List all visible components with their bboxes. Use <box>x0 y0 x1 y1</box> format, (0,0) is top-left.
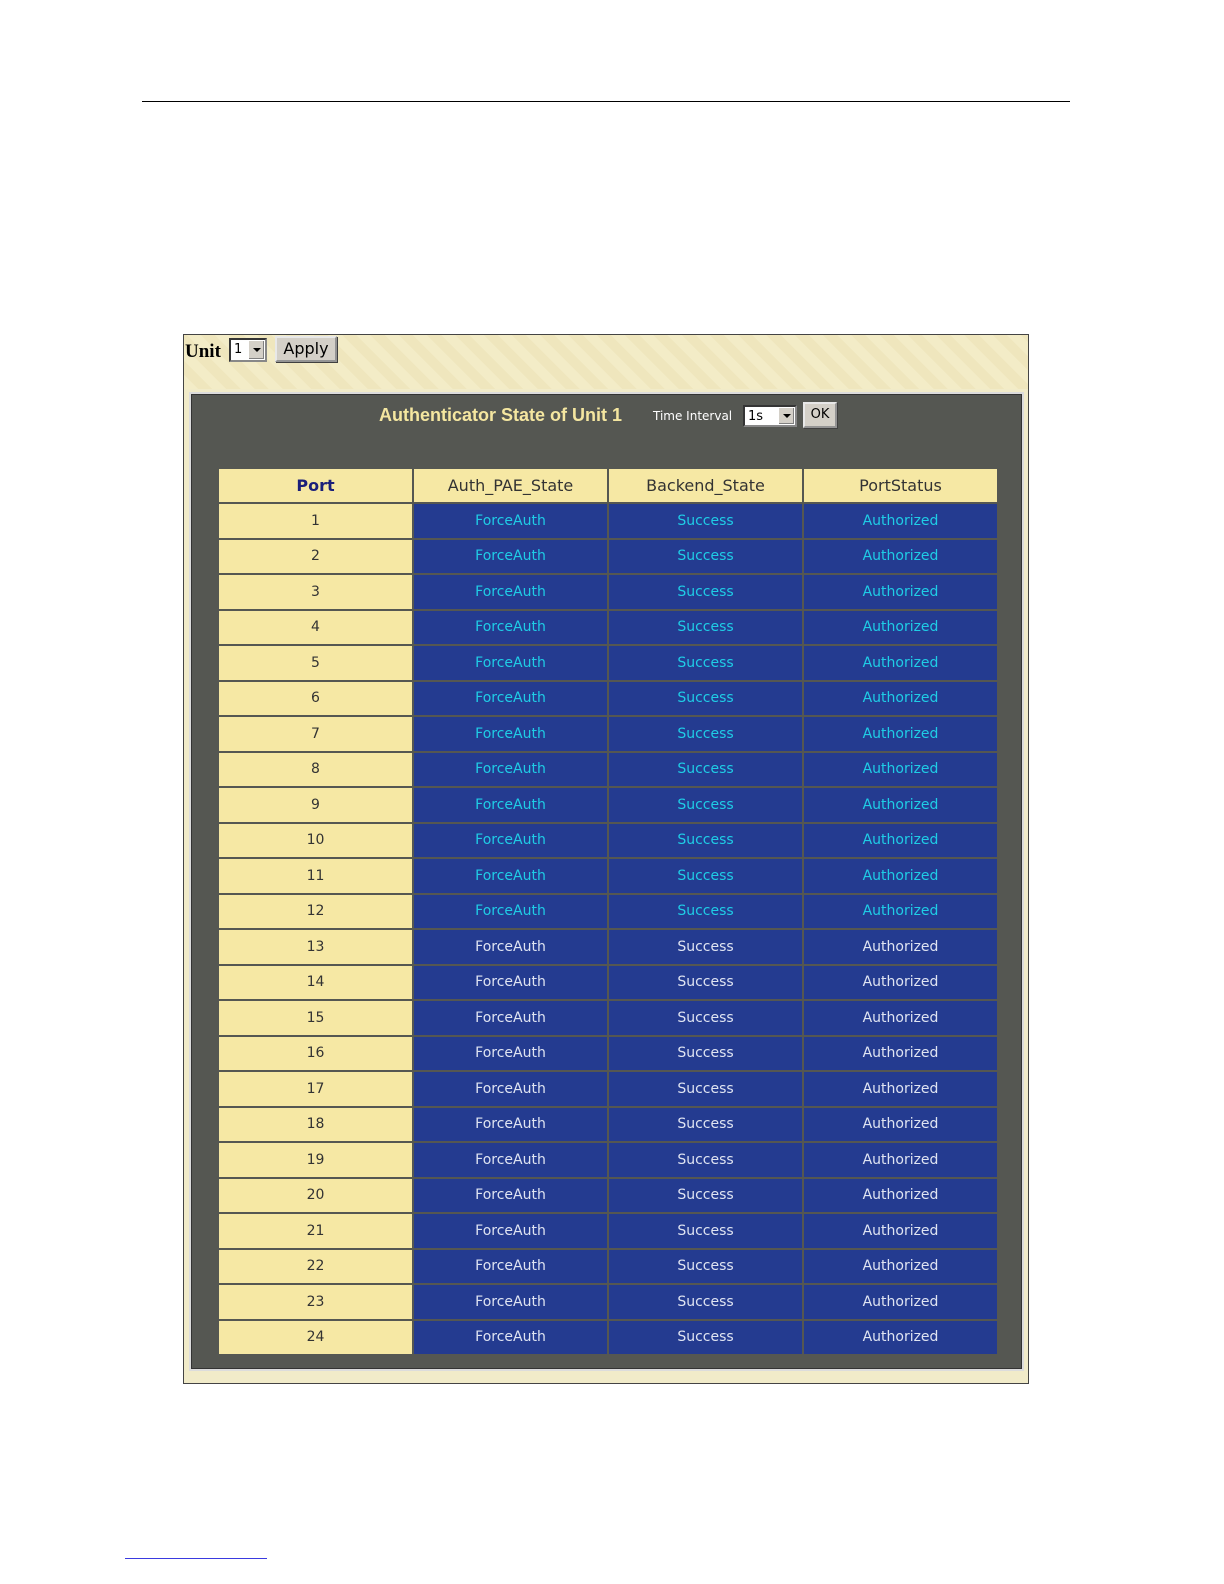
apply-button[interactable]: Apply <box>275 336 337 362</box>
port-status-cell: Authorized <box>804 1072 997 1106</box>
table-row <box>219 1321 997 1355</box>
table-row <box>219 682 997 716</box>
backend-state-cell: Success <box>609 1001 802 1035</box>
time-interval-label: Time Interval <box>653 409 733 423</box>
port-status-cell: Authorized <box>804 504 997 538</box>
authenticator-state-panel <box>189 392 1024 1371</box>
column-header-port: Port <box>219 469 412 502</box>
port-status-cell: Authorized <box>804 1214 997 1248</box>
port-status-cell: Authorized <box>804 753 997 787</box>
port-status-cell: Authorized <box>804 717 997 751</box>
port-status-cell: Authorized <box>804 682 997 716</box>
auth-pae-state-cell: ForceAuth <box>414 895 607 929</box>
port-status-cell: Authorized <box>804 1037 997 1071</box>
backend-state-cell: Success <box>609 1285 802 1319</box>
table-row <box>219 1072 997 1106</box>
chevron-down-icon[interactable] <box>248 341 264 359</box>
time-interval-select[interactable] <box>743 405 797 427</box>
unit-toolbar <box>184 335 1028 389</box>
table-row <box>219 1250 997 1284</box>
port-cell: 23 <box>219 1285 412 1319</box>
port-cell: 2 <box>219 540 412 574</box>
table-row <box>219 895 997 929</box>
backend-state-cell: Success <box>609 966 802 1000</box>
table-row <box>219 1285 997 1319</box>
auth-pae-state-cell: ForceAuth <box>414 575 607 609</box>
port-cell: 10 <box>219 824 412 858</box>
backend-state-cell: Success <box>609 540 802 574</box>
port-status-cell: Authorized <box>804 646 997 680</box>
port-cell: 17 <box>219 1072 412 1106</box>
auth-pae-state-cell: ForceAuth <box>414 682 607 716</box>
table-row <box>219 930 997 964</box>
backend-state-cell: Success <box>609 504 802 538</box>
auth-pae-state-cell: ForceAuth <box>414 1108 607 1142</box>
auth-pae-state-cell: ForceAuth <box>414 1250 607 1284</box>
port-status-cell: Authorized <box>804 859 997 893</box>
port-status-cell: Authorized <box>804 966 997 1000</box>
table-row <box>219 540 997 574</box>
table-row <box>219 1143 997 1177</box>
auth-pae-state-cell: ForceAuth <box>414 1001 607 1035</box>
port-cell: 22 <box>219 1250 412 1284</box>
authenticator-state-window <box>183 334 1029 1384</box>
auth-pae-state-cell: ForceAuth <box>414 1321 607 1355</box>
port-cell: 14 <box>219 966 412 1000</box>
page-top-rule <box>142 101 1070 102</box>
panel-title: Authenticator State of Unit 1 <box>379 405 623 425</box>
table-row <box>219 575 997 609</box>
ok-button[interactable]: OK <box>803 402 837 428</box>
port-status-cell: Authorized <box>804 1321 997 1355</box>
port-status-cell: Authorized <box>804 611 997 645</box>
table-row <box>219 1179 997 1213</box>
table-row <box>219 1108 997 1142</box>
footer-link-rule <box>125 1558 267 1559</box>
column-header-auth-pae-state: Auth_PAE_State <box>414 469 607 502</box>
port-cell: 11 <box>219 859 412 893</box>
backend-state-cell: Success <box>609 1179 802 1213</box>
port-cell: 18 <box>219 1108 412 1142</box>
auth-pae-state-cell: ForceAuth <box>414 1037 607 1071</box>
table-row <box>219 788 997 822</box>
port-status-cell: Authorized <box>804 895 997 929</box>
backend-state-cell: Success <box>609 1108 802 1142</box>
port-cell: 21 <box>219 1214 412 1248</box>
port-status-cell: Authorized <box>804 1285 997 1319</box>
port-status-cell: Authorized <box>804 1250 997 1284</box>
backend-state-cell: Success <box>609 682 802 716</box>
port-cell: 19 <box>219 1143 412 1177</box>
port-cell: 6 <box>219 682 412 716</box>
table-row <box>219 753 997 787</box>
authenticator-state-table <box>217 467 999 1356</box>
table-row <box>219 859 997 893</box>
table-row <box>219 1001 997 1035</box>
backend-state-cell: Success <box>609 788 802 822</box>
auth-pae-state-cell: ForceAuth <box>414 540 607 574</box>
unit-select[interactable] <box>229 338 267 362</box>
table-row <box>219 611 997 645</box>
table-row <box>219 966 997 1000</box>
table-row <box>219 504 997 538</box>
port-cell: 7 <box>219 717 412 751</box>
port-cell: 9 <box>219 788 412 822</box>
backend-state-cell: Success <box>609 824 802 858</box>
backend-state-cell: Success <box>609 717 802 751</box>
auth-pae-state-cell: ForceAuth <box>414 611 607 645</box>
port-cell: 16 <box>219 1037 412 1071</box>
backend-state-cell: Success <box>609 895 802 929</box>
chevron-down-icon[interactable] <box>778 408 794 424</box>
port-cell: 15 <box>219 1001 412 1035</box>
port-status-cell: Authorized <box>804 540 997 574</box>
backend-state-cell: Success <box>609 575 802 609</box>
port-status-cell: Authorized <box>804 1143 997 1177</box>
auth-pae-state-cell: ForceAuth <box>414 1214 607 1248</box>
auth-pae-state-cell: ForceAuth <box>414 646 607 680</box>
backend-state-cell: Success <box>609 859 802 893</box>
port-cell: 5 <box>219 646 412 680</box>
backend-state-cell: Success <box>609 753 802 787</box>
auth-pae-state-cell: ForceAuth <box>414 966 607 1000</box>
port-status-cell: Authorized <box>804 930 997 964</box>
auth-pae-state-cell: ForceAuth <box>414 753 607 787</box>
port-status-cell: Authorized <box>804 824 997 858</box>
port-status-cell: Authorized <box>804 575 997 609</box>
port-cell: 13 <box>219 930 412 964</box>
port-status-cell: Authorized <box>804 1108 997 1142</box>
port-cell: 4 <box>219 611 412 645</box>
auth-pae-state-cell: ForceAuth <box>414 824 607 858</box>
backend-state-cell: Success <box>609 1037 802 1071</box>
port-status-cell: Authorized <box>804 1001 997 1035</box>
column-header-port-status: PortStatus <box>804 469 997 502</box>
table-row <box>219 1214 997 1248</box>
auth-pae-state-cell: ForceAuth <box>414 930 607 964</box>
unit-label: Unit <box>185 341 221 362</box>
auth-pae-state-cell: ForceAuth <box>414 717 607 751</box>
table-header-row <box>219 469 997 502</box>
table-row <box>219 824 997 858</box>
table-row <box>219 646 997 680</box>
backend-state-cell: Success <box>609 1072 802 1106</box>
backend-state-cell: Success <box>609 1321 802 1355</box>
auth-pae-state-cell: ForceAuth <box>414 1179 607 1213</box>
port-cell: 1 <box>219 504 412 538</box>
port-cell: 24 <box>219 1321 412 1355</box>
port-status-cell: Authorized <box>804 1179 997 1213</box>
column-header-backend-state: Backend_State <box>609 469 802 502</box>
backend-state-cell: Success <box>609 646 802 680</box>
time-interval-value: 1s <box>748 409 764 424</box>
auth-pae-state-cell: ForceAuth <box>414 1285 607 1319</box>
backend-state-cell: Success <box>609 930 802 964</box>
auth-pae-state-cell: ForceAuth <box>414 504 607 538</box>
table-row <box>219 1037 997 1071</box>
port-cell: 12 <box>219 895 412 929</box>
backend-state-cell: Success <box>609 1214 802 1248</box>
auth-pae-state-cell: ForceAuth <box>414 1143 607 1177</box>
port-cell: 3 <box>219 575 412 609</box>
port-cell: 8 <box>219 753 412 787</box>
port-status-cell: Authorized <box>804 788 997 822</box>
backend-state-cell: Success <box>609 611 802 645</box>
auth-pae-state-cell: ForceAuth <box>414 859 607 893</box>
port-cell: 20 <box>219 1179 412 1213</box>
table-row <box>219 717 997 751</box>
auth-pae-state-cell: ForceAuth <box>414 1072 607 1106</box>
backend-state-cell: Success <box>609 1250 802 1284</box>
backend-state-cell: Success <box>609 1143 802 1177</box>
auth-pae-state-cell: ForceAuth <box>414 788 607 822</box>
unit-select-value: 1 <box>234 342 243 357</box>
